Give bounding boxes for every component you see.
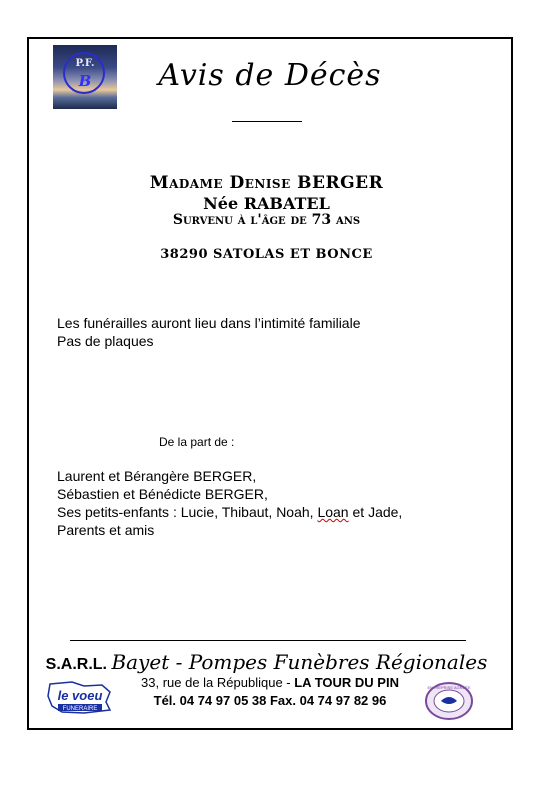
family-line: Laurent et Bérangère BERGER, bbox=[57, 468, 257, 484]
funeral-announcement bbox=[57, 314, 361, 350]
family-line: Sébastien et Bénédicte BERGER, bbox=[57, 486, 268, 502]
pf-logo bbox=[53, 45, 117, 109]
from-label: De la part de : bbox=[159, 435, 235, 449]
company-prefix: S.A.R.L. bbox=[45, 656, 107, 673]
le-voeu-funeraire-logo bbox=[44, 680, 116, 716]
family-list bbox=[57, 467, 402, 539]
leveau-logo-subtext: FUNERAIRE bbox=[62, 706, 98, 712]
company-line bbox=[0, 650, 533, 674]
approved-company-badge bbox=[424, 681, 474, 721]
grandchildren-line: Ses petits-enfants : Lucie, Thibaut, Noah, Loan et Jade, bbox=[57, 504, 403, 520]
notice-frame bbox=[27, 37, 513, 730]
address: 33, rue de la République - LA TOUR DU PIN bbox=[141, 675, 399, 690]
logo-initials: P.F. bbox=[75, 58, 95, 69]
age-line: Survenu à l'âge de 73 ans bbox=[172, 212, 361, 228]
location: 38290 SATOLAS ET BONCE bbox=[160, 247, 373, 262]
family-line: Parents et amis bbox=[57, 522, 155, 538]
deceased-name: Madame Denise BERGER bbox=[149, 173, 384, 193]
page-title: Avis de Décès bbox=[158, 58, 382, 93]
announcement-line: Les funérailles auront lieu dans l’intimité familiale bbox=[57, 315, 361, 331]
phone-fax: Tél. 04 74 97 05 38 Fax. 04 74 97 82 96 bbox=[153, 693, 387, 708]
badge-text: ENTREPRISE AGRÉÉE bbox=[427, 685, 471, 690]
company-name: Bayet - Pompes Funèbres Régionales bbox=[111, 650, 488, 674]
spellcheck-flagged-word: Loan bbox=[317, 504, 349, 520]
leveau-logo-text: le voeu bbox=[57, 688, 103, 703]
maiden-name: Née RABATEL bbox=[203, 194, 330, 213]
footer-divider bbox=[70, 640, 466, 641]
logo-letter: B bbox=[78, 72, 92, 90]
announcement-line: Pas de plaques bbox=[57, 333, 154, 349]
title-underline bbox=[232, 121, 302, 122]
